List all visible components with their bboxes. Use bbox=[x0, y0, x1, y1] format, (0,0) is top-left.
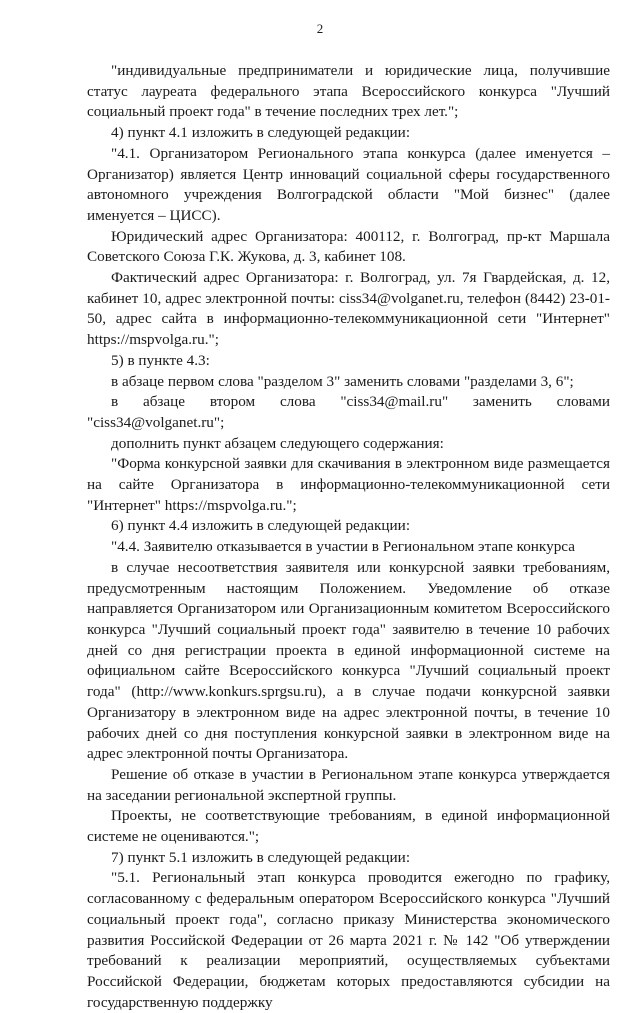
paragraph-11: 6) пункт 4.4 изложить в следующей редакции: bbox=[111, 517, 411, 535]
document-body bbox=[87, 61, 610, 1013]
paragraph-5: Фактический адрес Организатора: г. Волгоград, ул. 7я Гвардейская, д. 12, кабинет 10, адрес электронной почты: ciss34@volganet.ru, телефон (8442) 23-01-50, адрес сайта в информационно-телекоммуникационной сети "Интернет" https://mspvolga.ru."; bbox=[87, 269, 610, 349]
paragraph-3: "4.1. Организатором Регионального этапа конкурса (далее именуется – Организатор) является Центр инноваций социальной сферы государственного автономного учреждения Волгоградской области "Мой бизнес" (далее именуется – ЦИСС). bbox=[87, 144, 610, 224]
page-number: 2 bbox=[316, 21, 324, 36]
paragraph-14: Решение об отказе в участии в Региональном этапе конкурса утверждается на заседании региональной экспертной группы. bbox=[87, 765, 610, 804]
paragraph-10: "Форма конкурсной заявки для скачивания в электронном виде размещается на сайте Организатора в информационно-телекоммуникационной сети "Интернет" https://mspvolga.ru."; bbox=[87, 455, 610, 514]
paragraph-15: Проекты, не соответствующие требованиям, в единой информационной системе не оцениваются."; bbox=[87, 807, 610, 846]
paragraph-8: в абзаце втором слова "ciss34@mail.ru" заменить словами "ciss34@volganet.ru"; bbox=[87, 393, 610, 431]
paragraph-9: дополнить пункт абзацем следующего содержания: bbox=[111, 434, 444, 452]
paragraph-16: 7) пункт 5.1 изложить в следующей редакции: bbox=[111, 848, 411, 866]
paragraph-2: 4) пункт 4.1 изложить в следующей редакции: bbox=[111, 124, 411, 142]
paragraph-12: "4.4. Заявителю отказывается в участии в Региональном этапе конкурса bbox=[111, 538, 575, 556]
paragraph-7: в абзаце первом слова "разделом 3" заменить словами "разделами 3, 6"; bbox=[111, 372, 574, 390]
paragraph-17: "5.1. Региональный этап конкурса проводится ежегодно по графику, согласованному с федеральным оператором Всероссийского конкурса "Лучший социальный проект года", согласно приказу Министерства экономического развития Российской Федерации от 26 марта 2021 г. № 142 "Об утверждении требований к реализации мероприятий, осуществляемых субъектами Российской Федерации, бюджетам которых предоставляются субсидии на государственную поддержку bbox=[87, 869, 610, 1011]
paragraph-13: в случае несоответствия заявителя или конкурсной заявки требованиям, предусмотренным настоящим Положением. Уведомление об отказе направляется Организатором или Организационным комитетом Всероссийского конкурса "Лучший социальный проект года" заявителю в течение 10 рабочих дней со дня регистрации проекта в единой информационной системе на официальном сайте Всероссийского конкурса "Лучший социальный проект года" (http://www.konkurs.sprgsu.ru), а в случае подачи конкурсной заявки Организатору в электронном виде на адрес электронной почты, в течение 10 рабочих дней со дня поступления конкурсной заявки в электронном виде на адрес электронной почты Организатора. bbox=[87, 558, 610, 763]
paragraph-4: Юридический адрес Организатора: 400112, г. Волгоград, пр-кт Маршала Советского Союза Г.К. Жукова, д. 3, кабинет 108. bbox=[87, 227, 610, 266]
paragraph-6: 5) в пункте 4.3: bbox=[111, 351, 210, 369]
paragraph-1: "индивидуальные предприниматели и юридические лица, получившие статус лауреата федерального этапа Всероссийского конкурса "Лучший социальный проект года" в течение последних трех лет."; bbox=[87, 62, 610, 121]
